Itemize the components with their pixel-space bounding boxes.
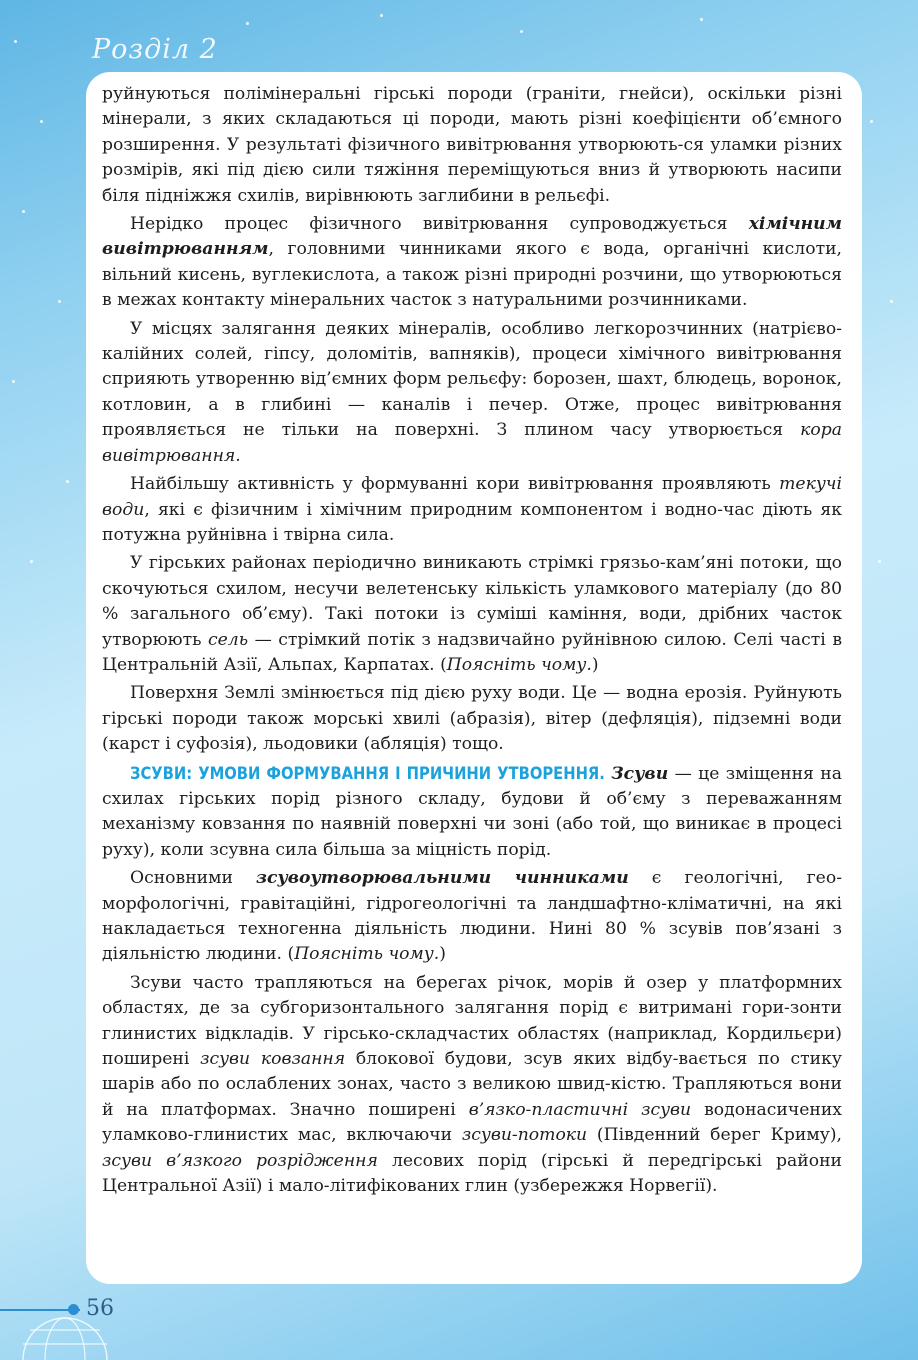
paragraph	[102, 866, 842, 968]
text-body	[102, 82, 842, 1199]
text-run: руйнуються полімінеральні гірські породи (граніти, гнейси), оскільки різні мінерали, з яких складаються ці породи, мають різні коефіцієнти об’ємного розширення. У результаті фізичного вивітрювання утворюють-ся уламки різних розмірів, які під дією сили тяжіння переміщуються вниз й утворюють насипи біля підніжжя схилів, вирівнюють заглибини в рельєфі.	[102, 84, 842, 206]
text-run: водонасичених уламково-глинистих мас, включаючи	[102, 1099, 842, 1146]
paragraph	[102, 971, 842, 1200]
text-run: У гірських районах періодично виникають стрімкі грязьо-кам’яні потоки, що скочуються схилом, несучи велетенську кількість уламкового матеріалу (до 80 % загального об’єму). Такі потоки із суміші каміння, води, дрібних часток утворюють	[102, 553, 842, 650]
text-run: )	[439, 944, 446, 965]
text-run: є геологічні, гео-морфологічні, гравітаційні, гідрогеологічні та ландшафтно-кліматичні, на які накладається техногенна діяльність людини. Нині 80 % зсувів пов’язані з діяльністю людини. (	[102, 868, 842, 965]
sparkle-decoration	[870, 120, 873, 123]
paragraph	[102, 212, 842, 314]
text-run: хімічним вивітрюванням	[102, 214, 842, 260]
text-run: Основними	[130, 868, 257, 889]
text-run: Поверхня Землі змінюється під дією руху води. Це — водна ерозія. Руйнують гірські породи також морські хвилі (абразія), вітер (дефляція), підземні води (карст і суфозія), льодовики (абляція) тощо.	[102, 683, 842, 755]
paragraph	[102, 82, 842, 209]
sparkle-decoration	[700, 18, 703, 21]
paragraph	[102, 317, 842, 469]
text-run: текучі води	[102, 474, 842, 520]
page-number-dot	[68, 1304, 79, 1315]
paragraph	[102, 551, 842, 678]
paragraph	[102, 681, 842, 757]
sparkle-decoration	[22, 210, 25, 213]
sparkle-decoration	[40, 120, 43, 123]
text-run: — стрімкий потік з надзвичайно руйнівною силою. Селі часті в Центральній Азії, Альпах, Карпатах. (	[102, 629, 842, 675]
text-run: зсуви-потоки	[461, 1125, 588, 1146]
text-run: Нерідко процес фізичного вивітрювання супроводжується	[130, 214, 749, 235]
text-run: Поясніть чому.	[294, 944, 440, 965]
text-run: кора вивітрювання.	[102, 420, 842, 466]
sparkle-decoration	[30, 560, 33, 563]
text-run: Найбільшу активність у формуванні кори вивітрювання проявляють	[130, 474, 780, 495]
sparkle-decoration	[520, 30, 523, 33]
text-run: Зсуви	[611, 763, 669, 784]
text-run: блокової будови, зсув яких відбу-вається по стику шарів або по ослаблених зонах, часто з великою швид-кістю. Трапляються вони й на платформах. Значно поширені	[102, 1049, 842, 1120]
text-run: лесових порід (гірські й передгірські райони Центральної Азії) і мало-літифікованих глин (узбережжя Норвегії).	[102, 1150, 842, 1197]
text-run: зсувоутворювальними чинниками	[256, 868, 629, 889]
section-heading: ЗСУВИ: УМОВИ ФОРМУВАННЯ І ПРИЧИНИ УТВОРЕННЯ.	[130, 763, 605, 783]
sparkle-decoration	[890, 300, 893, 303]
text-run: — це зміщення на схилах гірських порід різного складу, будови й об’єму з переважанням механізму ковзання по наявній поверхні чи зоні (або той, що виникає в процесі руху), коли зсувна сила більша за міцність порід.	[102, 763, 842, 860]
text-run: )	[591, 654, 599, 675]
sparkle-decoration	[66, 480, 69, 483]
text-run: зсуви ковзання	[200, 1049, 346, 1070]
sparkle-decoration	[14, 40, 17, 43]
content-panel	[86, 72, 862, 1284]
sparkle-decoration	[380, 14, 383, 17]
text-run: зсуви в’язкого розрідження	[102, 1150, 378, 1171]
paragraph	[102, 761, 842, 864]
text-run: Поясніть чому.	[446, 654, 592, 675]
text-run: , які є фізичним і хімічним природним компонентом і водно-час діють як потужна руйнівна і твірна сила.	[102, 499, 842, 545]
text-run: , головними чинниками якого є вода, органічні кислоти, вільний кисень, вуглекислота, а також різні природні розчини, що утворюються в межах контакту мінеральних часток з натуральними розчинниками.	[102, 239, 842, 311]
page-number: 56	[86, 1296, 114, 1321]
chapter-title: Розділ 2	[92, 34, 218, 65]
text-run: У місцях залягання деяких мінералів, особливо легкорозчинних (натрієво-калійних солей, гіпсу, доломітів, вапняків), процеси хімічного вивітрювання сприяють утворенню від’ємних форм рельєфу: борозен, шахт, блюдець, воронок, котловин, а в глибині — каналів і печер. Отже, процес вивітрювання проявляється не тільки на поверхні. З плином часу утворюється	[102, 318, 842, 441]
paragraph	[102, 472, 842, 548]
text-run: сель	[207, 629, 249, 650]
text-run: в’язко-пластичні зсуви	[468, 1099, 692, 1120]
sparkle-decoration	[58, 300, 61, 303]
text-run: (Південний берег Криму),	[587, 1125, 842, 1146]
sparkle-decoration	[246, 22, 249, 25]
sparkle-decoration	[12, 380, 15, 383]
sparkle-decoration	[878, 560, 881, 563]
text-run: Зсуви часто трапляються на берегах річок, морів й озер у платформних областях, де за субгоризонтального залягання порід є витримані гори-зонти глинистих відкладів. У гірсько-складчастих областях (наприклад, Кордильєри) поширені	[102, 972, 842, 1070]
